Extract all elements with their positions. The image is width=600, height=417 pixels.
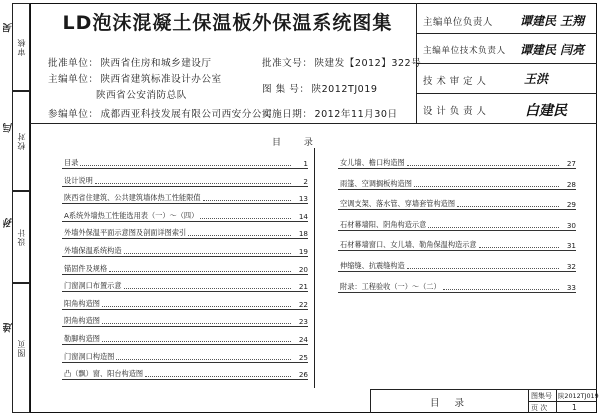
toc-entry-leader xyxy=(479,247,559,248)
toc-entry-page: 25 xyxy=(298,352,308,362)
toc-entry-label: 石材幕墙阳、阴角构造示意 xyxy=(340,219,427,229)
toc-entry-page: 23 xyxy=(298,317,308,327)
toc-entry-leader xyxy=(124,288,291,289)
toc-entry xyxy=(340,212,576,230)
toc-entry-leader xyxy=(203,200,291,201)
toc-entry xyxy=(64,326,308,344)
toc-entry-label: 设计说明 xyxy=(64,175,93,185)
toc-entry-page: 18 xyxy=(298,229,308,239)
title-block-atlas-value: 陕2012TJ019 xyxy=(558,392,599,400)
toc-entry-page: 19 xyxy=(298,247,308,256)
toc-entry-rule xyxy=(338,189,576,190)
toc-entry xyxy=(340,274,576,292)
toc-entry-page: 22 xyxy=(298,299,308,309)
toc-entry-leader xyxy=(102,323,291,324)
editor-unit: 主编单位： 陕西省建筑标准设计办公室 xyxy=(48,74,222,85)
strip-cell-review: 审核 xyxy=(12,3,30,91)
resp-divider-3 xyxy=(416,93,597,94)
title-block-top xyxy=(370,389,597,390)
toc-entry-leader xyxy=(102,306,291,307)
toc-entry-page: 2 xyxy=(303,176,308,186)
resp-designer-label: 设计负责人 xyxy=(423,106,490,117)
strip-cell-design: 设计 xyxy=(12,191,30,283)
toc-entry-label: 陕西省住建筑、公共建筑墙体热工性能限值 xyxy=(64,193,201,203)
toc-entry-leader xyxy=(124,253,291,254)
toc-entry-label: 雨篷、空调搁板构造图 xyxy=(340,178,412,188)
toc-entry-label: 石材幕墙窗口、女儿墙、勒角保温构造示意 xyxy=(340,240,477,250)
strip-signature-3: 孙 xyxy=(4,218,15,228)
toc-entry-rule xyxy=(338,230,576,231)
resp-divider-1 xyxy=(416,33,597,34)
toc-entry-label: 勒脚构造图 xyxy=(64,334,100,343)
toc-entry-page: 28 xyxy=(566,179,576,189)
strip-signature-4: 连 xyxy=(4,323,15,333)
strip-cell-page: 图页 xyxy=(12,283,30,413)
toc-entry-page: 1 xyxy=(303,159,308,168)
title-block-page-value: 1 xyxy=(572,403,577,412)
toc-entry-page: 26 xyxy=(298,370,308,380)
participant-unit: 参编单位： 成都西亚科技发展有限公司西安分公司 xyxy=(48,109,273,120)
toc-entry xyxy=(64,185,308,203)
toc-entry-page: 31 xyxy=(566,241,576,251)
toc-entry-label: 门窗洞口布置示意 xyxy=(64,281,122,291)
toc-entry-leader xyxy=(102,341,291,342)
toc-entry-leader xyxy=(116,359,291,360)
toc-entry-rule xyxy=(338,168,576,169)
title-block-split xyxy=(528,389,529,413)
resp-reviewer-signature: 王洪 xyxy=(524,72,549,86)
toc-entry-page: 20 xyxy=(298,264,308,274)
strip-signature-1: 吴 xyxy=(4,23,15,33)
toc-entry-label: 空调支架、落水管、穿墙套管构造图 xyxy=(340,199,456,209)
toc-entry xyxy=(64,238,308,256)
toc-entry xyxy=(64,203,308,221)
strip-signature-2: 闫 xyxy=(4,123,15,133)
editor-unit-2: 陕西省公安消防总队 xyxy=(96,90,187,101)
toc-entry xyxy=(64,220,308,238)
toc-entry-leader xyxy=(80,165,291,166)
resp-designer-signature: 白建民 xyxy=(525,103,567,119)
toc-entry-page: 32 xyxy=(566,262,576,271)
toc-entry xyxy=(340,191,576,209)
toc-entry-label: 凸（飘）窗、阳台构造图 xyxy=(64,369,144,379)
toc-entry-rule xyxy=(62,379,308,380)
document-title: LD泡沫混凝土保温板外保温系统图集 xyxy=(62,12,393,34)
strip-cell-proofread: 校对 xyxy=(12,91,30,191)
toc-entry-label: 阴角构造图 xyxy=(64,316,100,326)
toc-entry-leader xyxy=(109,271,291,272)
toc-entry-page: 27 xyxy=(566,159,576,168)
toc-entry xyxy=(64,256,308,274)
toc-entry-rule xyxy=(338,271,576,272)
toc-entry-page: 14 xyxy=(298,211,308,221)
atlas-number: 图 集 号： 陕2012TJ019 xyxy=(262,84,378,95)
resp-reviewer-label: 技术审定人 xyxy=(423,76,490,87)
toc-entry xyxy=(64,273,308,291)
toc-entry-leader xyxy=(428,227,559,228)
title-block-left xyxy=(370,389,371,413)
approval-unit: 批准单位： 陕西省住房和城乡建设厅 xyxy=(48,58,212,69)
approval-doc-no: 批准文号： 陕建发【2012】322号 xyxy=(262,58,422,69)
toc-entry xyxy=(64,291,308,309)
resp-chief-editor-label: 主编单位负责人 xyxy=(423,17,493,28)
title-block-atlas-label: 图集号 xyxy=(531,392,552,400)
toc-entry-label: 女儿墙、檐口构造图 xyxy=(340,158,405,167)
toc-entry-label: 门窗洞口构造图 xyxy=(64,351,115,361)
toc-entry-label: 外墙保温系统构造 xyxy=(64,246,122,255)
toc-entry-leader xyxy=(200,218,291,219)
toc-entry-label: 伸缩缝、抗震缝构造 xyxy=(340,261,405,270)
toc-entry-leader xyxy=(443,289,559,290)
resp-tech-lead-label: 主编单位技术负责人 xyxy=(423,46,506,56)
toc-entry-label: 锚固件及规格 xyxy=(64,263,108,273)
toc-entry-label: 阳角构造图 xyxy=(64,298,100,308)
toc-entry-label: A系统外墙热工性能选用表（一）～（四） xyxy=(64,210,199,220)
toc-entry xyxy=(64,361,308,379)
toc-entry-page: 29 xyxy=(566,200,576,210)
toc-column-divider xyxy=(314,148,315,388)
resp-chief-editor-signature: 谭建民 王翔 xyxy=(520,14,585,28)
title-block-mid xyxy=(528,401,597,402)
toc-entry-leader xyxy=(145,376,291,377)
left-binding-strip xyxy=(2,3,30,413)
implementation-date: 实施日期： 2012年11月30日 xyxy=(262,109,398,120)
header-divider-bottom xyxy=(30,123,597,124)
toc-heading: 目 录 xyxy=(272,138,323,148)
toc-entry-leader xyxy=(407,268,559,269)
toc-entry xyxy=(64,344,308,362)
toc-entry xyxy=(64,168,308,186)
resp-divider-2 xyxy=(416,63,597,64)
toc-entry-rule xyxy=(338,292,576,293)
toc-entry-leader xyxy=(407,165,559,166)
toc-entry-leader xyxy=(95,183,291,184)
toc-entry-rule xyxy=(338,250,576,251)
toc-entry-label: 附录：工程验收（一）～（二） xyxy=(340,281,441,291)
toc-entry-page: 24 xyxy=(298,335,308,344)
title-block-name: 目 录 xyxy=(430,398,471,409)
toc-entry-leader xyxy=(457,206,559,207)
toc-entry xyxy=(340,253,576,271)
toc-entry xyxy=(64,150,308,168)
toc-entry-leader xyxy=(414,186,559,187)
toc-entry-page: 13 xyxy=(298,194,308,204)
toc-entry-leader xyxy=(188,235,291,236)
toc-entry-rule xyxy=(338,209,576,210)
title-block-page-label: 页 次 xyxy=(531,404,548,412)
title-block-split-2 xyxy=(556,389,557,413)
toc-entry xyxy=(340,150,576,168)
toc-entry xyxy=(340,232,576,250)
toc-entry-page: 30 xyxy=(566,220,576,230)
toc-entry-label: 外墙外保温平面示意图及剖面详图索引 xyxy=(64,228,187,238)
toc-entry-label: 目录 xyxy=(64,158,79,167)
resp-tech-lead-signature: 谭建民 闫亮 xyxy=(520,43,585,57)
toc-entry-page: 33 xyxy=(566,282,576,292)
toc-entry xyxy=(340,171,576,189)
toc-entry-page: 21 xyxy=(298,282,308,292)
toc-entry xyxy=(64,308,308,326)
